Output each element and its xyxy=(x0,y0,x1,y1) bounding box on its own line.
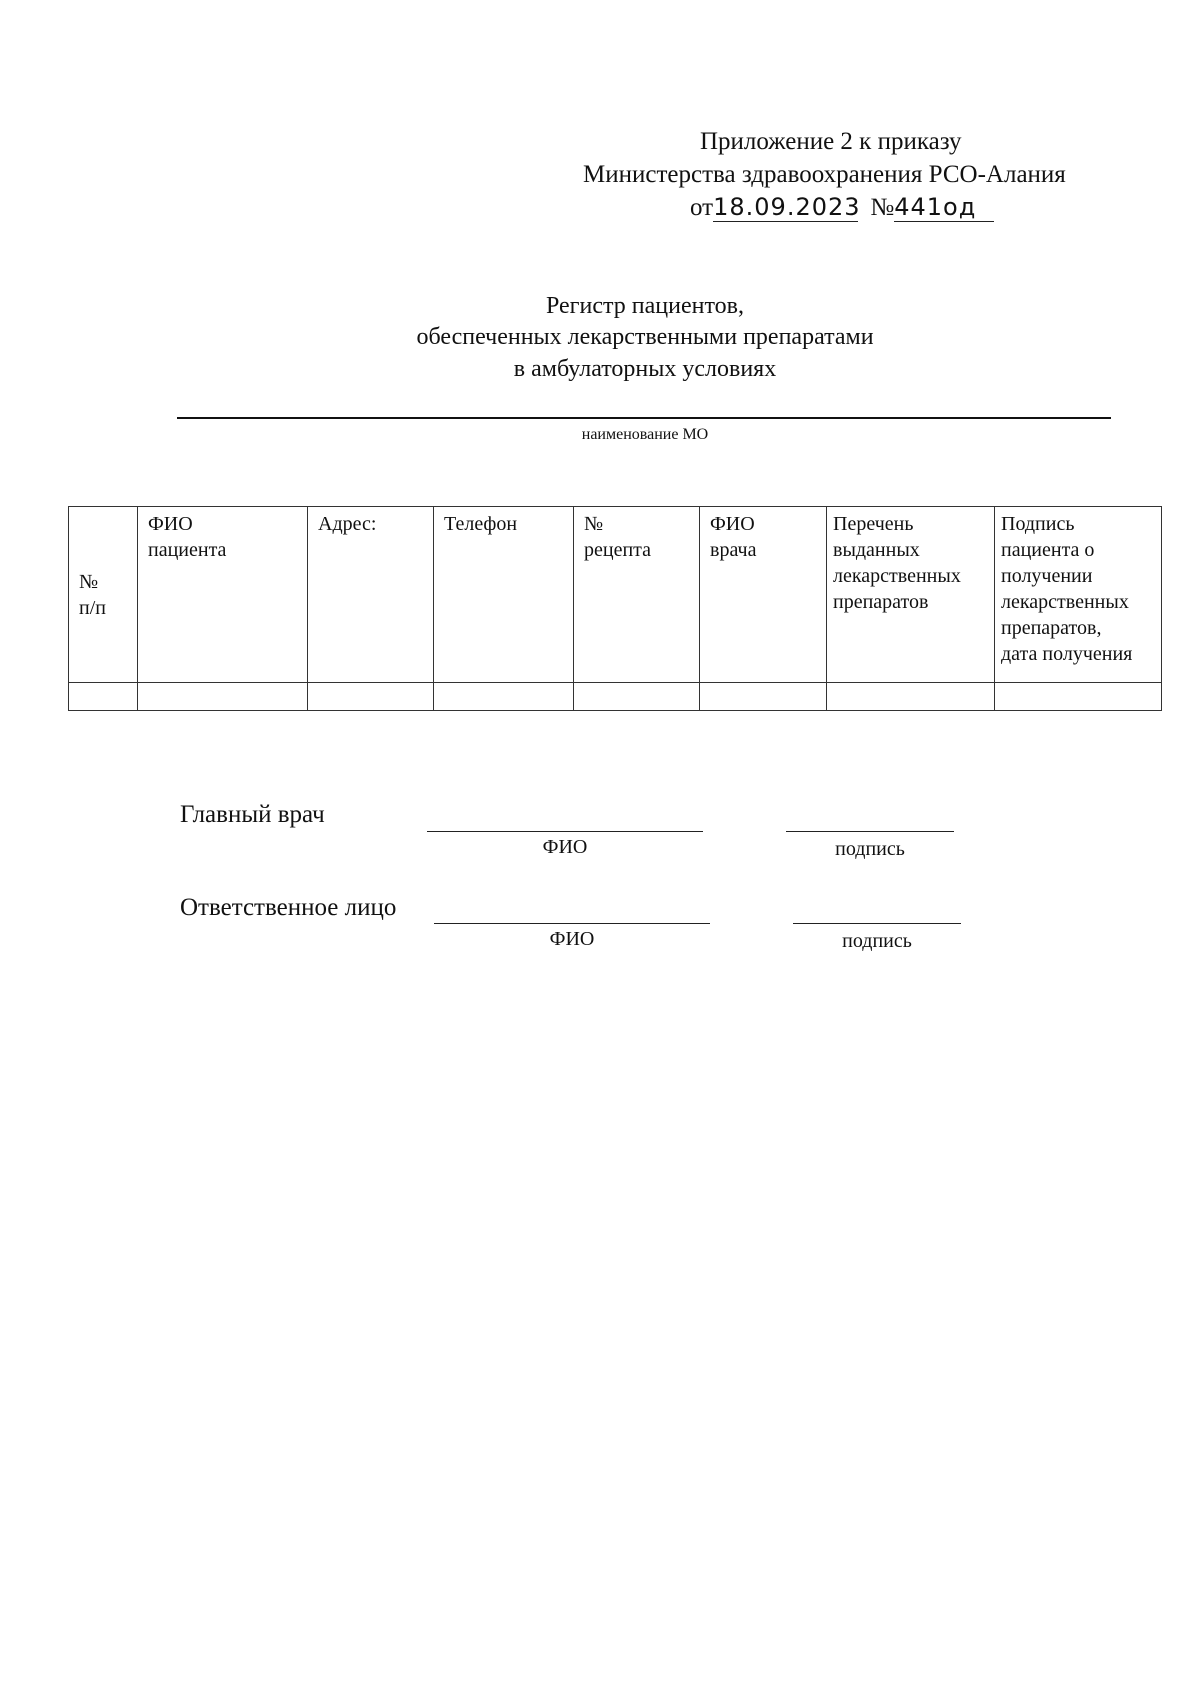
table-cell[interactable] xyxy=(69,683,138,711)
responsible-person-signature-line[interactable] xyxy=(793,923,961,924)
column-header-patient-name: ФИО пациента xyxy=(138,507,308,683)
date-prefix: от xyxy=(690,194,714,221)
document-title-line-2: обеспеченных лекарственными препаратами xyxy=(416,324,874,350)
chief-doctor-fio-line[interactable] xyxy=(427,831,703,832)
table-cell[interactable] xyxy=(574,683,700,711)
order-reference xyxy=(690,193,994,223)
document-title-line-1: Регистр пациентов, xyxy=(546,293,744,319)
order-number-handwritten: 441од xyxy=(894,193,994,222)
column-header-phone: Телефон xyxy=(434,507,574,683)
table-row xyxy=(69,683,1162,711)
table-cell[interactable] xyxy=(827,683,995,711)
responsible-person-label: Ответственное лицо xyxy=(180,894,397,921)
column-header-number: № п/п xyxy=(69,507,138,683)
patient-registry-table xyxy=(68,506,1162,711)
responsible-person-fio-caption: ФИО xyxy=(549,928,595,950)
column-header-drugs-issued: Перечень выданных лекарственных препаратов xyxy=(827,507,995,683)
column-header-doctor-name: ФИО врача xyxy=(700,507,827,683)
table-cell[interactable] xyxy=(138,683,308,711)
ministry-name: Министерства здравоохранения РСО-Алания xyxy=(583,161,1066,188)
table-cell[interactable] xyxy=(995,683,1162,711)
organization-name-caption: наименование МО xyxy=(581,426,709,443)
number-prefix: № xyxy=(870,194,895,221)
appendix-title: Приложение 2 к приказу xyxy=(700,128,962,155)
document-title-line-3: в амбулаторных условиях xyxy=(513,356,777,382)
table-cell[interactable] xyxy=(434,683,574,711)
chief-doctor-signature-line[interactable] xyxy=(786,831,954,832)
responsible-person-signature-caption: подпись xyxy=(842,930,912,952)
chief-doctor-signature-caption: подпись xyxy=(835,838,905,860)
column-header-patient-signature: Подпись пациента о получении лекарственных препаратов, дата получения xyxy=(995,507,1162,683)
responsible-person-fio-line[interactable] xyxy=(434,923,710,924)
column-header-prescription-number: № рецепта xyxy=(574,507,700,683)
column-header-address: Адрес: xyxy=(308,507,434,683)
organization-name-line[interactable] xyxy=(177,417,1111,419)
chief-doctor-fio-caption: ФИО xyxy=(542,836,588,858)
table-cell[interactable] xyxy=(308,683,434,711)
order-date-handwritten: 18.09.2023 xyxy=(713,193,861,221)
table-cell[interactable] xyxy=(700,683,827,711)
chief-doctor-label: Главный врач xyxy=(180,801,325,828)
table-header-row xyxy=(69,507,1162,683)
